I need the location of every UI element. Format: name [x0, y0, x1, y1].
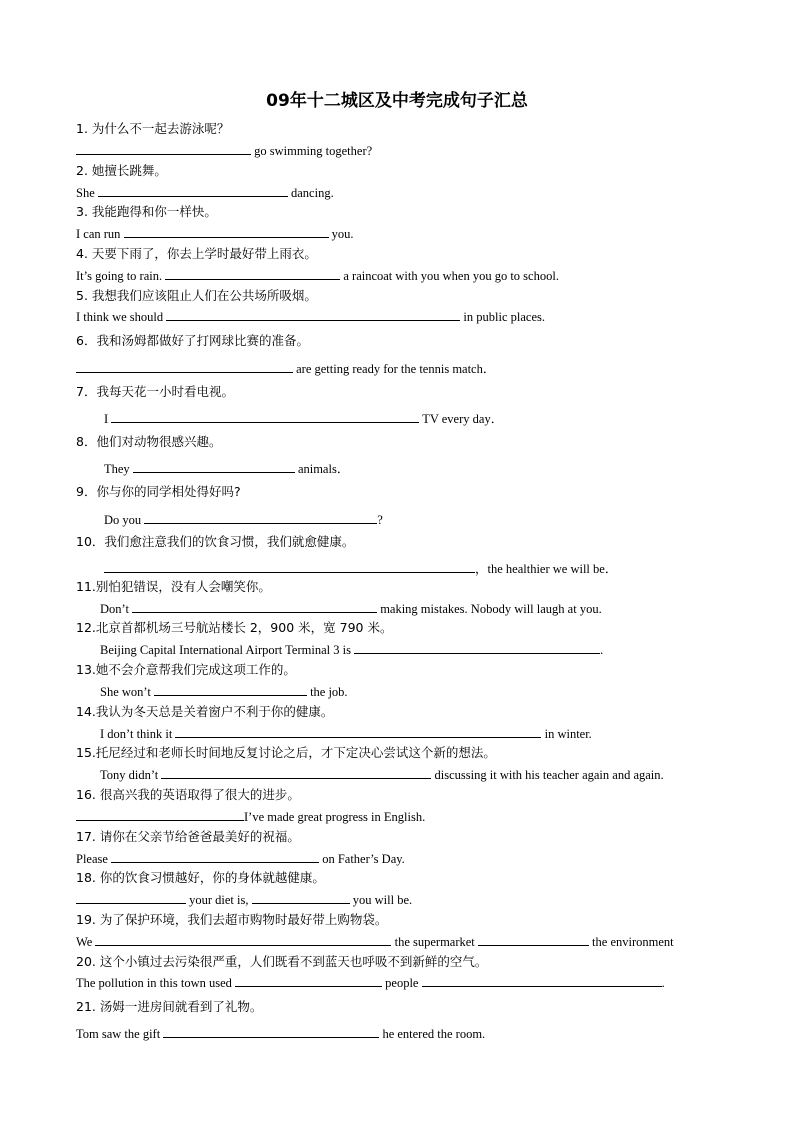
blank[interactable] — [252, 891, 350, 904]
answer-15: Tony didn’t discussing it with his teacher again and again. — [100, 768, 664, 782]
blank[interactable] — [163, 1025, 379, 1038]
question-20: 20. 这个小镇过去污染很严重，人们既看不到蓝天也呼吸不到新鲜的空气。 — [76, 954, 488, 969]
answer-4: It’s going to rain. a raincoat with you when you go to school. — [76, 269, 559, 283]
answer-17: Please on Father’s Day. — [76, 852, 405, 866]
blank[interactable] — [95, 933, 391, 946]
blank[interactable] — [144, 511, 377, 524]
question-21: 21. 汤姆一进房间就看到了礼物。 — [76, 999, 263, 1014]
question-4: 4. 天要下雨了，你去上学时最好带上雨衣。 — [76, 246, 317, 261]
blank[interactable] — [165, 267, 340, 280]
blank[interactable] — [175, 725, 541, 738]
answer-21: Tom saw the gift he entered the room. — [76, 1027, 486, 1041]
blank[interactable] — [104, 560, 475, 573]
question-9: 9．你与你的同学相处得好吗? — [76, 484, 241, 499]
question-18: 18. 你的饮食习惯越好，你的身体就越健康。 — [76, 870, 325, 885]
answer-1: go swimming together? — [76, 142, 372, 159]
question-3: 3. 我能跑得和你一样快。 — [76, 204, 217, 219]
blank[interactable] — [124, 225, 329, 238]
question-7: 7．我每天花一小时看电视。 — [76, 384, 234, 399]
question-5: 5. 我想我们应该阻止人们在公共场所吸烟。 — [76, 288, 317, 303]
question-15: 15.托尼经过和老师长时间地反复讨论之后，才下定决心尝试这个新的想法。 — [76, 745, 496, 760]
blank[interactable] — [354, 641, 600, 654]
question-13: 13.她不会介意帮我们完成这项工作的。 — [76, 662, 296, 677]
question-12: 12.北京首都机场三号航站楼长 2，900 米，宽 790 米。 — [76, 620, 393, 635]
answer-14: I don’t think it in winter. — [100, 727, 592, 741]
answer-8: They animals． — [104, 462, 350, 476]
blank[interactable] — [76, 142, 251, 155]
answer-2: She dancing. — [76, 186, 334, 200]
page-title: 09年十二城区及中考完成句子汇总 — [266, 91, 528, 111]
blank[interactable] — [133, 460, 295, 473]
answer-7: I TV every day． — [104, 412, 504, 426]
question-8: 8．他们对动物很感兴趣。 — [76, 434, 222, 449]
blank[interactable] — [161, 766, 431, 779]
answer-10: ，the healthier we will be． — [104, 560, 617, 577]
blank[interactable] — [76, 808, 244, 821]
question-2: 2. 她擅长跳舞。 — [76, 163, 167, 178]
blank[interactable] — [132, 600, 377, 613]
answer-19: We the supermarket the environment — [76, 935, 674, 949]
question-6: 6．我和汤姆都做好了打网球比赛的准备。 — [76, 333, 309, 348]
answer-11: Don’t making mistakes. Nobody will laugh at you. — [100, 602, 602, 616]
answer-6: are getting ready for the tennis match． — [76, 360, 495, 377]
blank[interactable] — [235, 974, 382, 987]
question-11: 11.别怕犯错误，没有人会嘲笑你。 — [76, 579, 271, 594]
question-19: 19. 为了保护环境，我们去超市购物时最好带上购物袋。 — [76, 912, 388, 927]
blank[interactable] — [98, 184, 288, 197]
answer-18: your diet is, you will be. — [76, 891, 412, 908]
blank[interactable] — [111, 850, 319, 863]
blank[interactable] — [422, 974, 662, 987]
answer-9: Do you ? — [104, 513, 383, 527]
blank[interactable] — [76, 891, 186, 904]
blank[interactable] — [76, 360, 293, 373]
blank[interactable] — [478, 933, 589, 946]
question-16: 16. 很高兴我的英语取得了很大的进步。 — [76, 787, 300, 802]
blank[interactable] — [166, 308, 460, 321]
blank[interactable] — [154, 683, 307, 696]
answer-16: I’ve made great progress in English. — [76, 808, 425, 825]
answer-12: Beijing Capital International Airport Terminal 3 is . — [100, 643, 604, 657]
question-17: 17. 请你在父亲节给爸爸最美好的祝福。 — [76, 829, 300, 844]
answer-5: I think we should in public places. — [76, 310, 545, 324]
blank[interactable] — [111, 410, 419, 423]
answer-3: I can run you. — [76, 227, 354, 241]
answer-20: The pollution in this town used people . — [76, 976, 665, 990]
question-14: 14.我认为冬天总是关着窗户不利于你的健康。 — [76, 704, 334, 719]
answer-13: She won’t the job. — [100, 685, 348, 699]
question-1: 1. 为什么不一起去游泳呢？ — [76, 121, 230, 136]
question-10: 10．我们愈注意我们的饮食习惯，我们就愈健康。 — [76, 534, 355, 549]
